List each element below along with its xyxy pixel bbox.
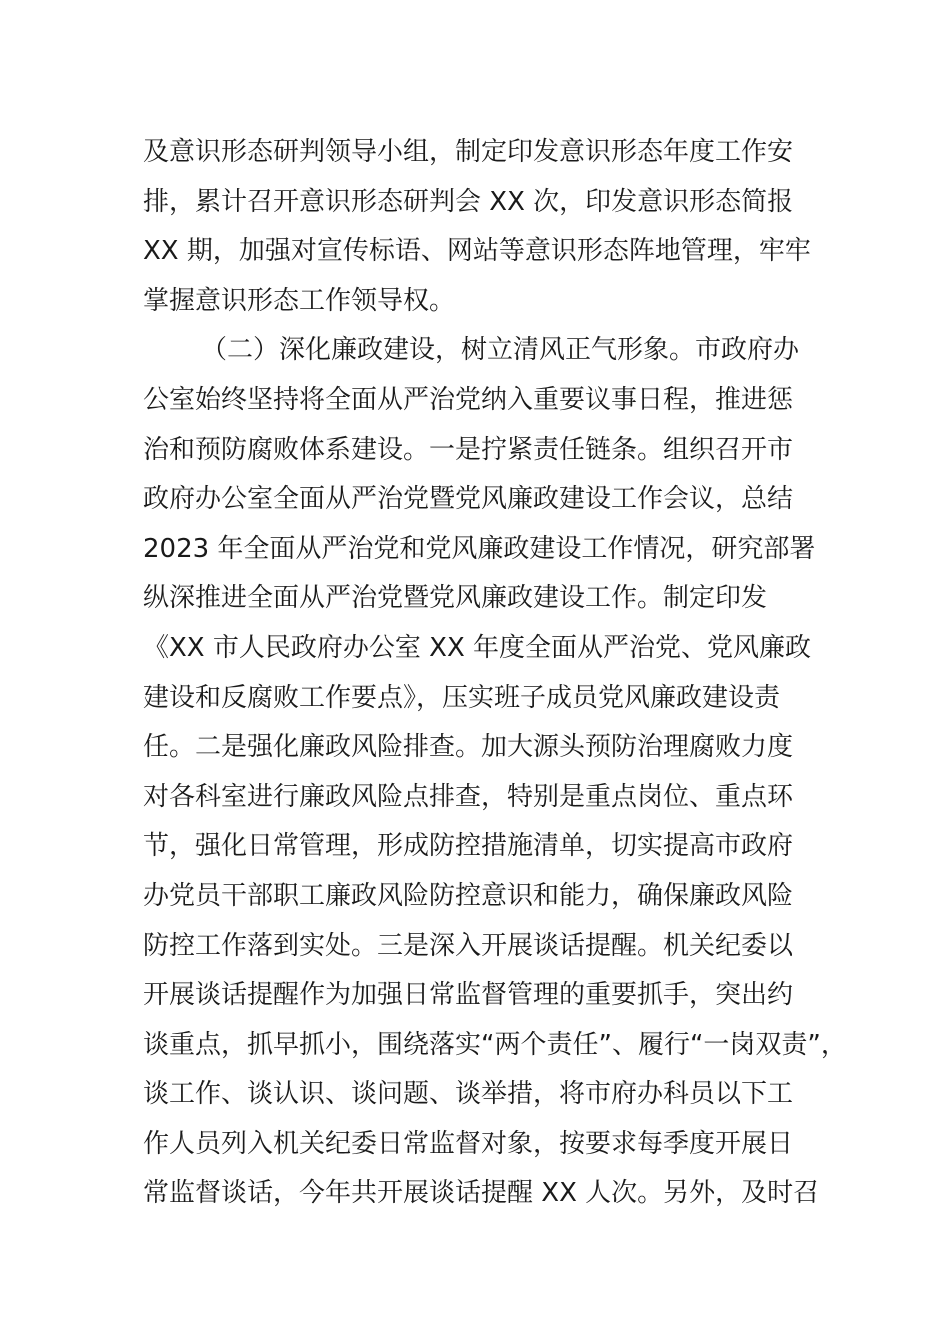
text-line: 谈工作、谈认识、谈问题、谈举措，将市府办科员以下工 — [143, 1079, 794, 1110]
text-line: 公室始终坚持将全面从严治党纳入重要议事日程，推进惩 — [143, 384, 794, 415]
text-line: 治和预防腐败体系建设。一是拧紧责任链条。组织召开市 — [143, 434, 794, 465]
text-line: 任。二是强化廉政风险排查。加大源头预防治理腐败力度 — [143, 732, 794, 763]
text-line: 谈重点，抓早抓小，围绕落实“两个责任”、履行“一岗双责”， — [143, 1029, 847, 1060]
text-line: 开展谈话提醒作为加强日常监督管理的重要抓手，突出约 — [143, 980, 794, 1011]
text-line: 排，累计召开意识形态研判会 XX 次，印发意识形态简报 — [143, 186, 794, 217]
text-line: 政府办公室全面从严治党暨党风廉政建设工作会议，总结 — [143, 484, 794, 515]
text-line: 常监督谈话，今年共开展谈话提醒 XX 人次。另外，及时召 — [143, 1178, 820, 1209]
text-line: 《XX 市人民政府办公室 XX 年度全面从严治党、党风廉政 — [143, 632, 812, 663]
text-line: 建设和反腐败工作要点》，压实班子成员党风廉政建设责 — [143, 682, 781, 713]
text-line: 作人员列入机关纪委日常监督对象，按要求每季度开展日 — [143, 1128, 794, 1159]
text-line: 防控工作落到实处。三是深入开展谈话提醒。机关纪委以 — [143, 930, 794, 961]
text-line: 2023 年全面从严治党和党风廉政建设工作情况，研究部署 — [143, 533, 816, 564]
text-line: 节，强化日常管理，形成防控措施清单，切实提高市政府 — [143, 831, 794, 862]
text-line: 掌握意识形态工作领导权。 — [143, 285, 456, 316]
text-line: 及意识形态研判领导小组，制定印发意识形态年度工作安 — [143, 137, 794, 167]
text-line: 对各科室进行廉政风险点排查，特别是重点岗位、重点环 — [143, 781, 794, 812]
body-text — [143, 128, 847, 1219]
text-line: XX 期，加强对宣传标语、网站等意识形态阵地管理，牢牢 — [143, 236, 811, 267]
text-line: 纵深推进全面从严治党暨党风廉政建设工作。制定印发 — [143, 583, 768, 614]
text-line: 办党员干部职工廉政风险防控意识和能力，确保廉政风险 — [143, 880, 794, 911]
section-heading-line: （二）深化廉政建设，树立清风正气形象。市政府办 — [201, 335, 800, 366]
